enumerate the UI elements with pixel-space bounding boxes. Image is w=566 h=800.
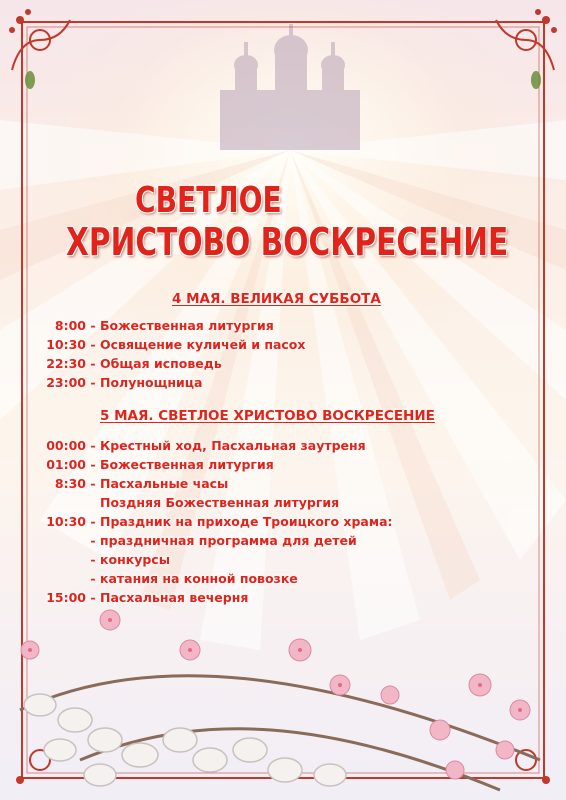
sunday-heading: 5 МАЯ. СВЕТЛОЕ ХРИСТОВО ВОСКРЕСЕНИЕ [100,408,435,424]
schedule-event: Освящение куличей и пасох [100,337,306,352]
schedule-row: 22:30 - Общая исповедь [30,356,222,371]
schedule-time: 01:00 [46,457,86,472]
saturday-heading: 4 МАЯ. ВЕЛИКАЯ СУББОТА [172,291,381,307]
schedule-time: 22:30 [46,356,86,371]
schedule-event: Поздняя Божественная литургия [100,495,340,510]
schedule-row: 8:30 - Пасхальные часы [30,476,228,491]
schedule-row [30,495,339,510]
schedule-row: 23:00 - Полунощница [30,375,203,390]
schedule-event: Полунощница [100,375,203,390]
schedule-time: 8:00 [54,318,86,333]
schedule-event: Пасхальная вечерня [100,590,249,605]
schedule-row: - катания на конной повозке [90,571,298,586]
schedule-event: Крестный ход, Пасхальная заутреня [100,438,366,453]
schedule-event: праздничная программа для детей [100,533,357,548]
schedule-event: Общая исповедь [100,356,222,371]
schedule-row: - праздничная программа для детей [90,533,357,548]
title-line-1: СВЕТЛОЕ [135,180,282,221]
schedule-event: Праздник на приходе Троицкого храма: [100,514,393,529]
schedule-time: 10:30 [46,514,86,529]
schedule-row: 15:00 - Пасхальная вечерня [30,590,248,605]
schedule-time: 10:30 [46,337,86,352]
schedule-row: 8:00 - Божественная литургия [30,318,274,333]
church-silhouette-icon [190,20,390,150]
schedule-event: Божественная литургия [100,318,274,333]
schedule-time: 15:00 [46,590,86,605]
willow-branch-icon [0,590,566,800]
schedule-time: 00:00 [46,438,86,453]
schedule-event: катания на конной повозке [100,571,298,586]
schedule-row: 00:00 - Крестный ход, Пасхальная заутреня [30,438,366,453]
schedule-time: 23:00 [46,375,86,390]
schedule-row: 10:30 - Праздник на приходе Троицкого храма: [30,514,393,529]
schedule-time: 8:30 [54,476,86,491]
schedule-event: конкурсы [100,552,171,567]
schedule-row: - конкурсы [90,552,171,567]
schedule-row: 01:00 - Божественная литургия [30,457,274,472]
schedule-event: Пасхальные часы [100,476,229,491]
title-line-2: ХРИСТОВО ВОСКРЕСЕНИЕ [66,220,509,264]
schedule-event: Божественная литургия [100,457,274,472]
schedule-row: 10:30 - Освящение куличей и пасох [30,337,305,352]
